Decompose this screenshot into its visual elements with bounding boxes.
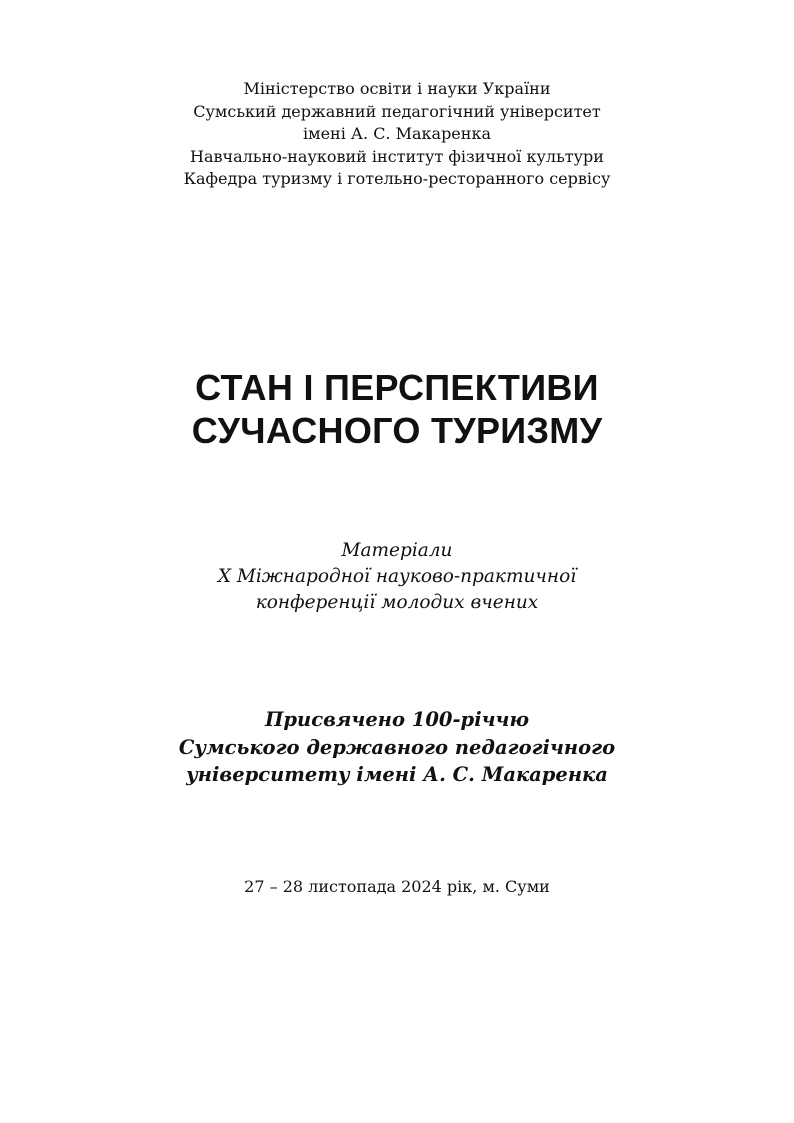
dedication-line-3: університету імені А. С. Макаренка [186, 763, 608, 786]
institute-line: Навчально-науковий інститут фізичної культури [190, 146, 604, 166]
materials-subtitle [0, 538, 794, 616]
dedication-line-1: Присвячено 100-річчю [264, 708, 530, 731]
page-title [0, 366, 794, 452]
dedication-line-2: Сумського державного педагогічного [178, 735, 616, 759]
university-line: Сумський державний педагогічний університет [193, 101, 601, 121]
ministry-line: Міністерство освіти і науки України [243, 79, 551, 98]
conference-date-place [0, 876, 794, 898]
date-line: 27 – 28 листопада 2024 рік, м. Суми [244, 877, 550, 896]
materials-line-2: X Міжнародної науково-практичної [217, 566, 577, 587]
university-name-line: імені А. С. Макаренка [303, 124, 491, 143]
title-line-2: СУЧАСНОГО ТУРИЗМУ [191, 410, 603, 451]
dedication-block [0, 706, 794, 789]
department-line: Кафедра туризму і готельно-ресторанного сервісу [183, 169, 611, 188]
institution-header [0, 78, 794, 191]
materials-line-1: Матеріали [341, 540, 453, 561]
materials-line-3: конференції молодих вчених [255, 592, 539, 613]
title-line-1: СТАН І ПЕРСПЕКТИВИ [195, 367, 599, 408]
